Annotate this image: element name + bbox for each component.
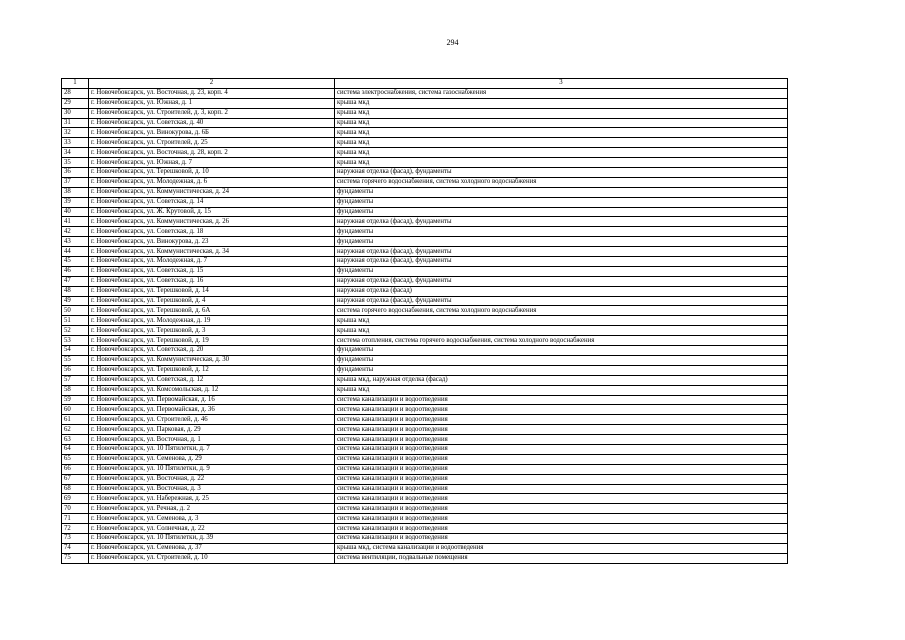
header-col-work: 3: [335, 79, 788, 89]
row-address: г. Новочебоксарск, ул. Семенова, д. 37: [89, 543, 335, 553]
row-work-type: система канализации и водоотведения: [335, 395, 788, 405]
table-row: [62, 464, 788, 474]
table-row: [62, 158, 788, 168]
row-number: 63: [62, 435, 89, 445]
row-number: 37: [62, 177, 89, 187]
table-row: [62, 177, 788, 187]
row-number: 64: [62, 444, 89, 454]
table-row: [62, 395, 788, 405]
row-number: 68: [62, 484, 89, 494]
row-work-type: система канализации и водоотведения: [335, 494, 788, 504]
row-number: 55: [62, 355, 89, 365]
table-row: [62, 405, 788, 415]
row-address: г. Новочебоксарск, ул. Молодежная, д. 6: [89, 177, 335, 187]
row-number: 40: [62, 207, 89, 217]
row-work-type: система канализации и водоотведения: [335, 444, 788, 454]
table-row: [62, 316, 788, 326]
table-row: [62, 266, 788, 276]
row-address: г. Новочебоксарск, ул. Первомайская, д. 16: [89, 395, 335, 405]
row-address: г. Новочебоксарск, ул. Парковая, д. 29: [89, 425, 335, 435]
row-number: 33: [62, 138, 89, 148]
table-row: [62, 257, 788, 267]
row-work-type: наружная отделка (фасад), фундаменты: [335, 296, 788, 306]
row-number: 50: [62, 306, 89, 316]
table-row: [62, 484, 788, 494]
header-col-address: 2: [89, 79, 335, 89]
table-row: [62, 474, 788, 484]
table-row: [62, 217, 788, 227]
row-address: г. Новочебоксарск, ул. Советская, д. 14: [89, 197, 335, 207]
row-address: г. Новочебоксарск, ул. Молодежная, д. 19: [89, 316, 335, 326]
row-address: г. Новочебоксарск, ул. Винокурова, д. 23: [89, 237, 335, 247]
row-number: 52: [62, 326, 89, 336]
row-work-type: фундаменты: [335, 365, 788, 375]
row-address: г. Новочебоксарск, ул. Терешковой, д. 6А: [89, 306, 335, 316]
row-number: 35: [62, 158, 89, 168]
row-address: г. Новочебоксарск, ул. Советская, д. 40: [89, 118, 335, 128]
row-work-type: крыша мкд: [335, 98, 788, 108]
row-address: г. Новочебоксарск, ул. Коммунистическая, д. 24: [89, 187, 335, 197]
row-work-type: система вентиляции, подвальные помещения: [335, 553, 788, 563]
row-number: 69: [62, 494, 89, 504]
row-address: г. Новочебоксарск, ул. Терешковой, д. 12: [89, 365, 335, 375]
row-address: г. Новочебоксарск, ул. Терешковой, д. 19: [89, 336, 335, 346]
table-row: [62, 237, 788, 247]
row-work-type: система горячего водоснабжения, система холодного водоснабжения: [335, 306, 788, 316]
row-number: 32: [62, 128, 89, 138]
page-number: 294: [446, 38, 459, 47]
row-work-type: крыша мкд: [335, 316, 788, 326]
row-address: г. Новочебоксарск, ул. Семенова, д. 3: [89, 514, 335, 524]
row-work-type: крыша мкд, наружная отделка (фасад): [335, 375, 788, 385]
row-address: г. Новочебоксарск, ул. Набережная, д. 25: [89, 494, 335, 504]
row-number: 28: [62, 88, 89, 98]
row-number: 73: [62, 533, 89, 543]
row-work-type: наружная отделка (фасад), фундаменты: [335, 168, 788, 178]
row-address: г. Новочебоксарск, ул. Ж. Крутовой, д. 15: [89, 207, 335, 217]
row-work-type: наружная отделка (фасад), фундаменты: [335, 217, 788, 227]
row-number: 51: [62, 316, 89, 326]
row-work-type: фундаменты: [335, 197, 788, 207]
table-row: [62, 88, 788, 98]
row-number: 71: [62, 514, 89, 524]
row-work-type: крыша мкд: [335, 138, 788, 148]
table-row: [62, 425, 788, 435]
row-work-type: фундаменты: [335, 237, 788, 247]
row-number: 46: [62, 266, 89, 276]
row-address: г. Новочебоксарск, ул. Восточная, д. 23, корп. 4: [89, 88, 335, 98]
row-number: 66: [62, 464, 89, 474]
row-address: г. Новочебоксарск, ул. 10 Пятилетки, д. 7: [89, 444, 335, 454]
row-address: г. Новочебоксарск, ул. 10 Пятилетки, д. 39: [89, 533, 335, 543]
row-address: г. Новочебоксарск, ул. Южная, д. 7: [89, 158, 335, 168]
table-row: [62, 524, 788, 534]
row-number: 29: [62, 98, 89, 108]
row-number: 57: [62, 375, 89, 385]
row-address: г. Новочебоксарск, ул. Строителей, д. 3, корп. 2: [89, 108, 335, 118]
row-number: 34: [62, 148, 89, 158]
row-address: г. Новочебоксарск, ул. Коммунистическая, д. 26: [89, 217, 335, 227]
row-address: г. Новочебоксарск, ул. Советская, д. 12: [89, 375, 335, 385]
row-number: 54: [62, 346, 89, 356]
row-work-type: крыша мкд: [335, 118, 788, 128]
table-row: [62, 355, 788, 365]
table-row: [62, 128, 788, 138]
row-address: г. Новочебоксарск, ул. Терешковой, д. 4: [89, 296, 335, 306]
table-header: [62, 79, 788, 89]
row-address: г. Новочебоксарск, ул. Солнечная, д. 22: [89, 524, 335, 534]
row-work-type: система отопления, система горячего водоснабжения, система холодного водоснабжения: [335, 336, 788, 346]
header-row: [62, 79, 788, 89]
row-work-type: система канализации и водоотведения: [335, 464, 788, 474]
row-number: 67: [62, 474, 89, 484]
table-row: [62, 336, 788, 346]
row-work-type: крыша мкд: [335, 108, 788, 118]
table-row: [62, 296, 788, 306]
row-address: г. Новочебоксарск, ул. Советская, д. 15: [89, 266, 335, 276]
row-work-type: система канализации и водоотведения: [335, 533, 788, 543]
row-work-type: фундаменты: [335, 187, 788, 197]
table-body: [62, 88, 788, 563]
row-number: 58: [62, 385, 89, 395]
row-work-type: система канализации и водоотведения: [335, 514, 788, 524]
table-row: [62, 197, 788, 207]
table-row: [62, 168, 788, 178]
row-address: г. Новочебоксарск, ул. Советская, д. 16: [89, 276, 335, 286]
row-work-type: система канализации и водоотведения: [335, 484, 788, 494]
row-work-type: наружная отделка (фасад), фундаменты: [335, 247, 788, 257]
row-work-type: система канализации и водоотведения: [335, 425, 788, 435]
row-number: 44: [62, 247, 89, 257]
row-work-type: система канализации и водоотведения: [335, 504, 788, 514]
row-number: 74: [62, 543, 89, 553]
row-number: 65: [62, 454, 89, 464]
row-number: 59: [62, 395, 89, 405]
row-number: 48: [62, 286, 89, 296]
table-row: [62, 435, 788, 445]
table-row: [62, 286, 788, 296]
table-row: [62, 247, 788, 257]
row-work-type: крыша мкд: [335, 128, 788, 138]
table-row: [62, 365, 788, 375]
row-address: г. Новочебоксарск, ул. Терешковой, д. 14: [89, 286, 335, 296]
row-address: г. Новочебоксарск, ул. Советская, д. 20: [89, 346, 335, 356]
row-work-type: фундаменты: [335, 266, 788, 276]
row-work-type: система канализации и водоотведения: [335, 405, 788, 415]
row-work-type: система электроснабжения, система газоснабжения: [335, 88, 788, 98]
row-address: г. Новочебоксарск, ул. Молодежная, д. 7: [89, 257, 335, 267]
table-row: [62, 207, 788, 217]
table-row: [62, 444, 788, 454]
row-number: 31: [62, 118, 89, 128]
row-work-type: крыша мкд: [335, 326, 788, 336]
row-work-type: крыша мкд: [335, 158, 788, 168]
header-col-number: 1: [62, 79, 89, 89]
row-work-type: система канализации и водоотведения: [335, 474, 788, 484]
row-address: г. Новочебоксарск, ул. Южная, д. 1: [89, 98, 335, 108]
table-row: [62, 276, 788, 286]
row-work-type: система канализации и водоотведения: [335, 415, 788, 425]
row-work-type: наружная отделка (фасад): [335, 286, 788, 296]
row-address: г. Новочебоксарск, ул. Строителей, д. 25: [89, 138, 335, 148]
row-number: 38: [62, 187, 89, 197]
row-address: г. Новочебоксарск, ул. Терешковой, д. 3: [89, 326, 335, 336]
table-row: [62, 514, 788, 524]
row-number: 45: [62, 257, 89, 267]
row-address: г. Новочебоксарск, ул. Комсомольская, д. 12: [89, 385, 335, 395]
table-row: [62, 454, 788, 464]
table-row: [62, 148, 788, 158]
row-address: г. Новочебоксарск, ул. Семенова, д. 29: [89, 454, 335, 464]
row-work-type: фундаменты: [335, 227, 788, 237]
row-number: 43: [62, 237, 89, 247]
table-row: [62, 494, 788, 504]
register-table: [61, 78, 788, 564]
row-work-type: наружная отделка (фасад), фундаменты: [335, 257, 788, 267]
row-address: г. Новочебоксарск, ул. Советская, д. 18: [89, 227, 335, 237]
row-address: г. Новочебоксарск, ул. Строителей, д. 46: [89, 415, 335, 425]
table-row: [62, 415, 788, 425]
row-number: 30: [62, 108, 89, 118]
table-row: [62, 385, 788, 395]
table-row: [62, 326, 788, 336]
row-address: г. Новочебоксарск, ул. Коммунистическая, д. 30: [89, 355, 335, 365]
row-address: г. Новочебоксарск, ул. Восточная, д. 28, корп. 2: [89, 148, 335, 158]
table-row: [62, 375, 788, 385]
row-number: 53: [62, 336, 89, 346]
row-address: г. Новочебоксарск, ул. Восточная, д. 1: [89, 435, 335, 445]
row-address: г. Новочебоксарск, ул. Винокурова, д. 6Б: [89, 128, 335, 138]
row-address: г. Новочебоксарск, ул. Восточная, д. 22: [89, 474, 335, 484]
table-row: [62, 138, 788, 148]
row-work-type: фундаменты: [335, 207, 788, 217]
table-row: [62, 543, 788, 553]
row-work-type: крыша мкд: [335, 385, 788, 395]
row-number: 39: [62, 197, 89, 207]
row-work-type: крыша мкд: [335, 148, 788, 158]
row-number: 72: [62, 524, 89, 534]
row-number: 61: [62, 415, 89, 425]
row-address: г. Новочебоксарск, ул. Первомайская, д. 36: [89, 405, 335, 415]
row-work-type: система канализации и водоотведения: [335, 454, 788, 464]
table-row: [62, 346, 788, 356]
table-row: [62, 504, 788, 514]
row-work-type: фундаменты: [335, 346, 788, 356]
row-number: 56: [62, 365, 89, 375]
table-row: [62, 187, 788, 197]
table-row: [62, 227, 788, 237]
row-number: 49: [62, 296, 89, 306]
table-row: [62, 533, 788, 543]
row-number: 41: [62, 217, 89, 227]
row-work-type: система канализации и водоотведения: [335, 435, 788, 445]
table-row: [62, 118, 788, 128]
table-row: [62, 306, 788, 316]
row-work-type: крыша мкд, система канализации и водоотведения: [335, 543, 788, 553]
table-row: [62, 553, 788, 563]
row-number: 60: [62, 405, 89, 415]
table-row: [62, 108, 788, 118]
row-number: 75: [62, 553, 89, 563]
row-work-type: фундаменты: [335, 355, 788, 365]
row-number: 36: [62, 168, 89, 178]
row-number: 47: [62, 276, 89, 286]
row-work-type: наружная отделка (фасад), фундаменты: [335, 276, 788, 286]
row-address: г. Новочебоксарск, ул. Терешковой, д. 10: [89, 168, 335, 178]
table-row: [62, 98, 788, 108]
row-number: 70: [62, 504, 89, 514]
row-number: 62: [62, 425, 89, 435]
row-address: г. Новочебоксарск, ул. Строителей, д. 10: [89, 553, 335, 563]
row-address: г. Новочебоксарск, ул. Восточная, д. 3: [89, 484, 335, 494]
row-work-type: система горячего водоснабжения, система холодного водоснабжения: [335, 177, 788, 187]
row-work-type: система канализации и водоотведения: [335, 524, 788, 534]
row-address: г. Новочебоксарск, ул. 10 Пятилетки, д. 9: [89, 464, 335, 474]
row-address: г. Новочебоксарск, ул. Коммунистическая, д. 34: [89, 247, 335, 257]
row-address: г. Новочебоксарск, ул. Речная, д. 2: [89, 504, 335, 514]
row-number: 42: [62, 227, 89, 237]
